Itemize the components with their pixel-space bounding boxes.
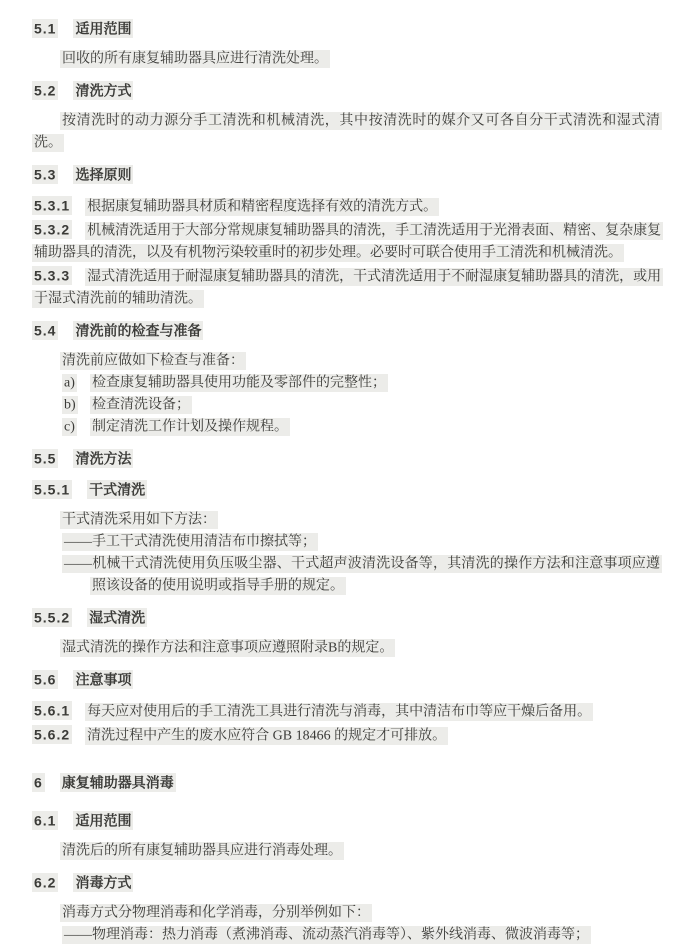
- clause-number: 5.1: [34, 20, 57, 36]
- paragraph-5-4-intro: 清洗前应做如下检查与准备：: [62, 353, 244, 368]
- dash-item-manual-dry-clean: ——手工干式清洗使用清洁布巾擦拭等；: [64, 534, 316, 549]
- paragraph-6-2-intro: 消毒方式分物理消毒和化学消毒，分别举例如下：: [62, 905, 370, 920]
- chapter-number: 6: [34, 774, 43, 790]
- list-marker: c): [64, 419, 75, 434]
- clause-heading-5-5-1: [32, 478, 662, 500]
- list-item-b: [32, 394, 662, 416]
- list-item-a: [32, 372, 662, 394]
- clause-heading-5-5: [32, 447, 662, 469]
- clause-number: 5.3.1: [34, 197, 71, 213]
- list-item-c: [32, 416, 662, 438]
- clause-title: 适用范围: [75, 812, 132, 828]
- clause-heading-5-3: [32, 163, 662, 185]
- clause-heading-5-4: [32, 319, 662, 341]
- list-item-text: 检查康复辅助器具使用功能及零部件的完整性；: [92, 375, 386, 390]
- clause-title: 清洗前的检查与准备: [75, 322, 202, 338]
- chapter-title: 康复辅助器具消毒: [61, 774, 174, 790]
- clause-heading-5-1: [32, 17, 662, 39]
- dash-item-physical-disinfection: ——物理消毒：热力消毒（煮沸消毒、流动蒸汽消毒等）、紫外线消毒、微波消毒等；: [64, 927, 589, 942]
- clause-heading-6-1: [32, 809, 662, 831]
- clause-number: 5.3.3: [34, 267, 71, 283]
- numbered-paragraph-5-3-3: 5.3.3 湿式清洗适用于耐湿康复辅助器具的清洗，干式清洗适用于不耐湿康复辅助器具的清洗，或用于湿式清洗前的辅助清洗。: [34, 267, 662, 306]
- clause-number: 5.3.2: [34, 221, 71, 237]
- clause-number: 5.4: [34, 322, 57, 338]
- list-item-text: 制定清洗工作计划及操作规程。: [92, 419, 288, 434]
- clause-number: 5.6.2: [34, 726, 71, 742]
- paragraph-6-1: 清洗后的所有康复辅助器具应进行消毒处理。: [62, 843, 342, 858]
- clause-title: 注意事项: [75, 671, 132, 687]
- clause-number: 5.3: [34, 166, 57, 182]
- clause-title: 适用范围: [75, 20, 132, 36]
- numbered-paragraph-5-3-2: 5.3.2 机械清洗适用于大部分常规康复辅助器具的清洗，手工清洗适用于光滑表面、精密、复杂康复辅助器具的清洗，以及有机物污染较重时的初步处理。必要时可联合使用手工清洗和机械清洗。: [34, 221, 662, 260]
- clause-number: 5.2: [34, 82, 57, 98]
- dash-item-machine-dry-clean: ——机械干式清洗使用负压吸尘器、干式超声波清洗设备等，其清洗的操作方法和注意事项应遵照该设备的使用说明或指导手册的规定。: [64, 556, 660, 593]
- clause-heading-5-6: [32, 668, 662, 690]
- clause-title: 干式清洗: [89, 481, 146, 497]
- paragraph-5-1: 回收的所有康复辅助器具应进行清洗处理。: [62, 51, 328, 66]
- clause-heading-5-5-2: [32, 606, 662, 628]
- numbered-paragraph-5-6-1: 5.6.1 每天应对使用后的手工清洗工具进行清洗与消毒，其中清洁布巾等应干燥后备用。: [34, 702, 592, 719]
- numbered-paragraph-5-6-2: 5.6.2 清洗过程中产生的废水应符合 GB 18466 的规定才可排放。: [34, 726, 447, 743]
- clause-number: 5.6.1: [34, 702, 71, 718]
- clause-title: 湿式清洗: [89, 609, 146, 625]
- clause-number: 6.2: [34, 874, 57, 890]
- clause-title: 选择原则: [75, 166, 132, 182]
- numbered-paragraph-5-3-1: 5.3.1 根据康复辅助器具材质和精密程度选择有效的清洗方式。: [34, 197, 438, 214]
- clause-heading-6-2: [32, 871, 662, 893]
- paragraph-5-2: 按清洗时的动力源分手工清洗和机械清洗，其中按清洗时的媒介又可各自分干式清洗和湿式清洗。: [34, 113, 660, 150]
- clause-number: 5.5.1: [34, 481, 71, 497]
- clause-number: 5.5: [34, 450, 57, 466]
- paragraph-5-5-2: 湿式清洗的操作方法和注意事项应遵照附录B的规定。: [62, 640, 394, 655]
- clause-number: 5.5.2: [34, 609, 71, 625]
- paragraph-5-5-1-intro: 干式清洗采用如下方法：: [62, 512, 216, 527]
- clause-title: 消毒方式: [75, 874, 132, 890]
- clause-title: 清洗方式: [75, 82, 132, 98]
- clause-number: 5.6: [34, 671, 57, 687]
- clause-heading-5-2: [32, 79, 662, 101]
- list-marker: a): [64, 375, 75, 390]
- chapter-heading-6: [32, 771, 662, 793]
- list-item-text: 检查清洗设备；: [92, 397, 190, 412]
- clause-number: 6.1: [34, 812, 57, 828]
- list-marker: b): [64, 397, 76, 412]
- clause-title: 清洗方法: [75, 450, 132, 466]
